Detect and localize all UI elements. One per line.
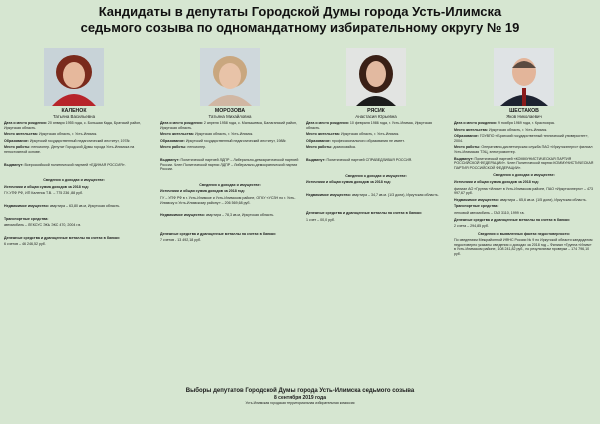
nominated-value: Политической партией «КОММУНИСТИЧЕСКАЯ ПАРТИЯ РОССИЙСКОЙ ФЕДЕРАЦИИ». Член Политической партии КОММУНИСТИЧЕСКАЯ ПАРТИЯ РОССИЙСКОЙ ФЕДЕРАЦИИ». xyxy=(454,156,594,170)
education-value: ГОУВПО «Братский государственный технический университет», 2004. xyxy=(454,134,589,143)
candidate-card-ryasik xyxy=(306,48,446,225)
income-label: Источники и общая сумма доходов за 2018 год: xyxy=(306,180,391,185)
residence-label: Место жительства: xyxy=(160,132,194,137)
money-label: Денежные средства и драгоценные металлы на счетах в банках: xyxy=(4,235,121,240)
money-label: Денежные средства и драгоценные металлы на счетах в банках: xyxy=(306,211,423,216)
education-label: Образование: xyxy=(4,138,29,143)
candidate-given-name: Татьяна Михайловна xyxy=(208,114,252,119)
violations-heading: Сведения о выявленных фактах недостоверности: xyxy=(478,231,570,236)
money-value: 2 счета – 294,85 руб. xyxy=(454,224,489,229)
candidate-surname: ШЕСТАКОВ xyxy=(509,108,539,114)
work-label: Место работы: xyxy=(306,145,333,150)
birth-value: 20 января 1955 года, с. Большая Када, Братский район, Иркутская область. xyxy=(4,121,142,130)
money-value: 6 счетов – 46 246,52 руб. xyxy=(4,242,46,247)
work-label: Место работы: xyxy=(4,145,31,150)
vehicles-label: Транспортные средства: xyxy=(454,204,499,209)
income-section-heading: Сведения о доходах и имуществе: xyxy=(43,178,105,183)
residence-value: Иркутская область, г. Усть-Илимск. xyxy=(340,132,400,137)
work-label: Место работы: xyxy=(454,145,481,150)
title-line-1: Кандидаты в депутаты Городской Думы города Усть-Илимска xyxy=(98,4,502,19)
nominated-value: Всероссийской политической партией «ЕДИНАЯ РОССИЯ». xyxy=(24,162,126,167)
work-value: домохозяйка. xyxy=(333,145,356,150)
footer-line-1: Выборы депутатов Городской Думы города Усть-Илимска седьмого созыва xyxy=(185,388,415,394)
income-value: филиал АО «Группа «Илим» в Усть-Илимском районе, ПАО «Иркутскэнерго» – 473 997,67 руб. xyxy=(454,186,594,196)
violations-value: По сведениям Межрайонной ИФНС России № 9 по Иркутской области кандидатом недостоверно указаны сведения о доходах за 2018 год – Филиал «Группа «Илим» в Усть-Илимском районе, 108 241,82 руб., по результатам проверки – 174 796,10 руб. xyxy=(454,238,593,257)
nominated-label: Выдвинут: xyxy=(454,156,474,161)
income-section-heading: Сведения о доходах и имуществе: xyxy=(199,182,261,187)
income-section-heading: Сведения о доходах и имуществе: xyxy=(345,173,407,178)
money-label: Денежные средства и драгоценные металлы на счетах в банках: xyxy=(160,231,277,236)
page-title xyxy=(0,4,600,36)
title-line-2: седьмого созыва по одномандатному избирательному округу № 19 xyxy=(80,20,520,35)
income-section-heading: Сведения о доходах и имуществе: xyxy=(493,173,555,178)
vehicles-label: Транспортные средства: xyxy=(4,216,49,221)
income-value: ГУ-УПФ РФ, ИП Каленок Т.В. – 775 236 ,88 руб. xyxy=(4,191,84,196)
nominated-label: Выдвинут: xyxy=(306,157,326,162)
birth-value: 2 апреля 1958 года, с. Малышевка, Балаганский район, Иркутская область. xyxy=(160,121,297,130)
money-label: Денежные средства и драгоценные металлы на счетах в банках: xyxy=(454,217,571,222)
residence-label: Место жительства: xyxy=(306,132,340,137)
work-label: Место работы: xyxy=(160,145,187,150)
vehicles-value: легковой автомобиль – ГАЗ 3110, 1999 г.в. xyxy=(454,210,525,215)
money-value: 7 счетов - 13 492,18 руб. xyxy=(160,238,202,243)
candidate-card-morozova xyxy=(160,48,300,245)
education-label: Образование: xyxy=(160,138,185,143)
candidate-photo xyxy=(200,48,260,106)
residence-value: Иркутская область, г. Усть-Илимск. xyxy=(488,127,548,132)
birth-value: 10 февраля 1986 года, г. Усть-Илимск, Иркутская область. xyxy=(306,121,432,130)
candidate-given-name: Татьяна Васильевна xyxy=(52,114,96,119)
realty-value: квартира – 63,80 кв.м, Иркутская область. xyxy=(49,203,121,208)
footer xyxy=(0,388,600,405)
residence-label: Место жительства: xyxy=(4,132,38,137)
birth-label: Дата и место рождения: xyxy=(306,121,349,125)
education-label: Образование: xyxy=(454,134,479,139)
vehicles-value: автомобиль – ЛЕКСУС ЭКЬ ЭКС 470, 2004 г.в. xyxy=(4,223,82,228)
residence-value: Иркутская область, г. Усть-Илимск. xyxy=(194,132,254,137)
candidate-photo xyxy=(494,48,554,106)
nominated-label: Выдвинут: xyxy=(160,157,180,162)
nominated-value: Политической партией ЛДПР – Либерально-демократической партией России. Член Политической партии ЛДПР – Либерально-демократической партии России. xyxy=(160,157,299,172)
realty-label: Недвижимое имущество: xyxy=(4,203,49,208)
birth-value: 9 ноября 1969 года, г. Красноярск. xyxy=(497,121,556,125)
income-label: Источники и общая сумма доходов за 2018 год: xyxy=(454,179,539,184)
footer-line-3: Усть-Илимская городская территориальная избирательная комиссия xyxy=(245,401,355,405)
realty-value: квартира – 78,3 кв.м, Иркутская область. xyxy=(205,213,275,218)
candidate-photo xyxy=(346,48,406,106)
realty-label: Недвижимое имущество: xyxy=(306,192,351,197)
nominated-value: Политической партией СПРАВЕДЛИВАЯ РОССИЯ. xyxy=(326,157,413,162)
realty-value: квартира – 34,7 кв.м. (1/3 доли), Иркутская область. xyxy=(351,192,439,197)
residence-label: Место жительства: xyxy=(454,127,488,132)
candidate-card-shestakov xyxy=(454,48,594,259)
birth-label: Дата и место рождения: xyxy=(4,121,47,125)
realty-label: Недвижимое имущество: xyxy=(160,213,205,218)
candidate-given-name: Яков Николаевич xyxy=(506,114,542,119)
nominated-label: Выдвинут: xyxy=(4,162,24,167)
realty-value: квартира – 65,6 кв.м. (1/5 доли), Иркутская область. xyxy=(499,197,587,202)
candidate-card-kalenok xyxy=(4,48,144,249)
work-value: пенсионер. xyxy=(187,145,207,150)
candidate-surname: КАЛЕНОК xyxy=(61,108,87,114)
candidate-surname: РЯСИК xyxy=(367,108,385,114)
income-label: Источники и общая сумма доходов за 2018 год: xyxy=(160,189,245,194)
birth-label: Дата и место рождения: xyxy=(160,121,203,125)
income-label: Источники и общая сумма доходов за 2018 год: xyxy=(4,184,89,189)
candidate-photo xyxy=(44,48,104,106)
residence-value: Иркутская область, г. Усть-Илимск. xyxy=(38,132,98,137)
candidate-surname: МОРОЗОВА xyxy=(214,108,246,114)
education-value: профессионального образования не имеет. xyxy=(331,138,405,143)
money-value: 1 счет – 00,0 руб. xyxy=(306,217,335,222)
birth-label: Дата и место рождения: xyxy=(454,121,497,125)
candidate-given-name: Анастасия Юрьевна xyxy=(355,114,397,119)
work-value: пенсионер. Депутат Городской Думы города Усть-Илимска на непостоянной основе. xyxy=(4,145,135,154)
work-value: Оперативно-диспетчерская служба ПАО «Иркутскэнерго» филиал Усть-Илимская ТЭЦ, электромонтер. xyxy=(454,145,593,154)
income-value: ГУ – УПФ РФ в г. Усть-Илимске и Усть-Илимском районе, ОГКУ «УСЗН по г. Усть-Илимску и Усть-Илимскому району» – 206 569,68 руб. xyxy=(160,195,296,205)
education-label: Образование: xyxy=(306,138,331,143)
education-value: Иркутский государственный педагогический институт, 1988г. xyxy=(185,138,287,143)
realty-label: Недвижимое имущество: xyxy=(454,197,499,202)
education-value: Иркутский государственный педагогический институт, 1978г. xyxy=(29,138,131,143)
footer-line-2: 8 сентября 2019 года xyxy=(274,395,326,401)
